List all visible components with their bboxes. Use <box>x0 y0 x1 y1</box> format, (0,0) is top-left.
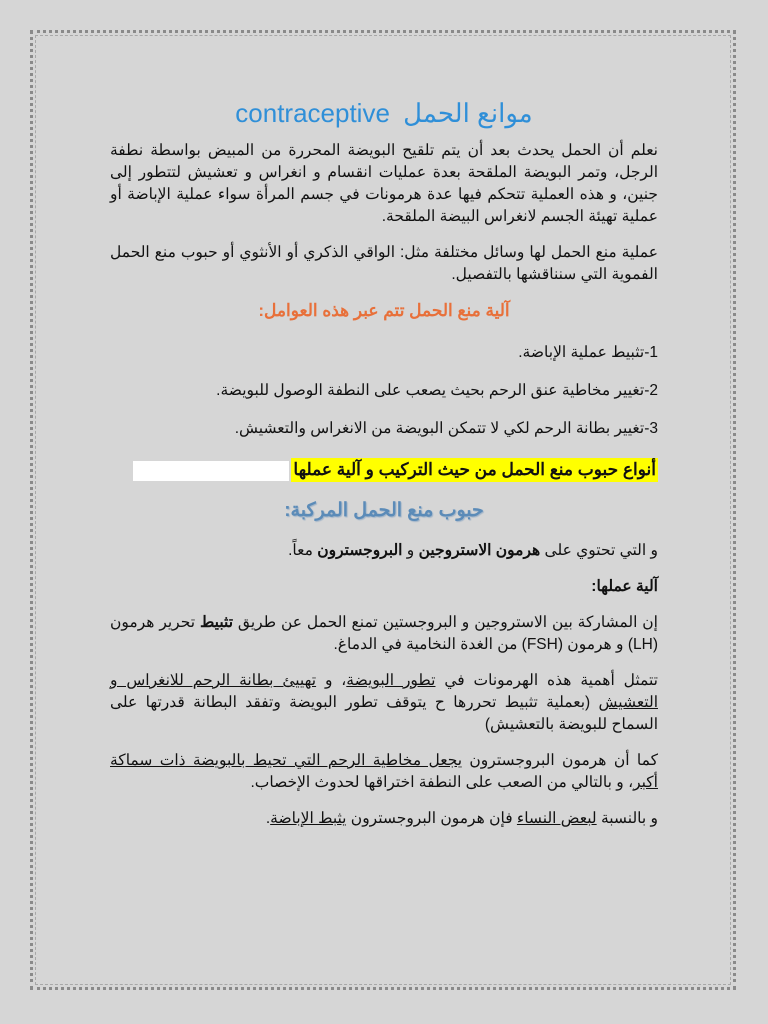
progesterone-paragraph <box>110 750 658 794</box>
title-english: contraceptive <box>235 98 390 128</box>
importance-p1: تتمثل أهمية هذه الهرمونات في <box>435 672 659 689</box>
page-title <box>110 96 658 130</box>
importance-u2: تهييئ بطانة الرحم للانغراس و التعشيش <box>110 672 658 711</box>
contains-paragraph <box>110 540 658 562</box>
progesterone-p2: ، و بالتالي من الصعب على النطفة اختراقها لحدوث الإخصاب. <box>250 774 634 791</box>
how-paragraph <box>110 612 658 656</box>
some-women-p2: فإن هرمون البروجسترون <box>346 810 517 827</box>
some-women-u2: يثبط الإباضة <box>270 810 347 827</box>
how-heading: آلية عملها: <box>591 578 658 595</box>
mechanism-item-3: 3-تغيير بطانة الرحم لكي لا تتمكن البويضة من الانغراس والتعشيش. <box>234 420 658 437</box>
mechanism-heading: آلية منع الحمل تتم عبر هذه العوامل: <box>258 301 510 320</box>
importance-p2: ، و <box>316 672 347 689</box>
methods-paragraph: عملية منع الحمل لها وسائل مختلفة مثل: الواقي الذكري أو الأنثوي أو حبوب منع الحمل الفموية التي سنناقشها بالتفصيل. <box>110 244 658 283</box>
highlight-blank-bar <box>133 461 289 481</box>
how-bold: تثبيط <box>199 614 234 631</box>
mechanism-item-2: 2-تغيير مخاطية عنق الرحم بحيث يصعب على النطفة الوصول للبويضة. <box>216 382 658 399</box>
progesterone-p1: كما أن هرمون البروجسترون <box>462 752 658 769</box>
contains-post: معاً. <box>288 542 318 559</box>
how-post: تحرير هرمون (LH) و هرمون (FSH) من الغدة النخامية في الدماغ. <box>110 614 658 653</box>
contains-estrogen: هرمون الاستروجين <box>418 542 541 559</box>
importance-paragraph <box>110 670 658 736</box>
mechanism-item-1: 1-تثبيط عملية الإباضة. <box>518 344 658 361</box>
contains-mid: و <box>402 542 419 559</box>
progesterone-u1: يجعل مخاطية الرحم التي تحيط بالبويضة ذات سماكة أكبر <box>110 752 658 791</box>
some-women-paragraph <box>110 808 658 830</box>
title-arabic: موانع الحمل <box>403 98 533 128</box>
types-heading: أنواع حبوب منع الحمل من حيث التركيب و آلية عملها <box>291 458 658 482</box>
contains-progesterone: البروجسترون <box>317 542 403 559</box>
types-heading-row <box>110 458 658 482</box>
some-women-u1: لبعض النساء <box>516 810 597 827</box>
document-page <box>110 96 658 844</box>
contains-pre: و التي تحتوي على <box>540 542 658 559</box>
some-women-p3: . <box>265 810 271 827</box>
some-women-p1: و بالنسبة <box>596 810 658 827</box>
importance-p3: (بعملية تثبيط تحررها ح يتوقف تطور البويضة وتفقد البطانة قدرتها على السماح للبويضة بالتعشيش) <box>110 694 658 733</box>
intro-paragraph: نعلم أن الحمل يحدث بعد أن يتم تلقيح البويضة المحررة من المبيض بواسطة نطفة الرجل، وتمر البويضة الملقحة بعدة عمليات انقسام و انغراس و تعشيش لتتطور إلى جنين، و هذه العملية تتحكم فيها عدة هرمونات في جسم المرأة سواء عملية الإباضة أو عملية تهيئة الجسم لانغراس البيضة الملقحة. <box>110 142 658 225</box>
combined-pills-heading: حبوب منع الحمل المركبة: <box>284 500 484 521</box>
importance-u1: تطور البويضة <box>346 672 436 689</box>
how-pre: إن المشاركة بين الاستروجين و البروجستين تمنع الحمل عن طريق <box>233 614 658 631</box>
